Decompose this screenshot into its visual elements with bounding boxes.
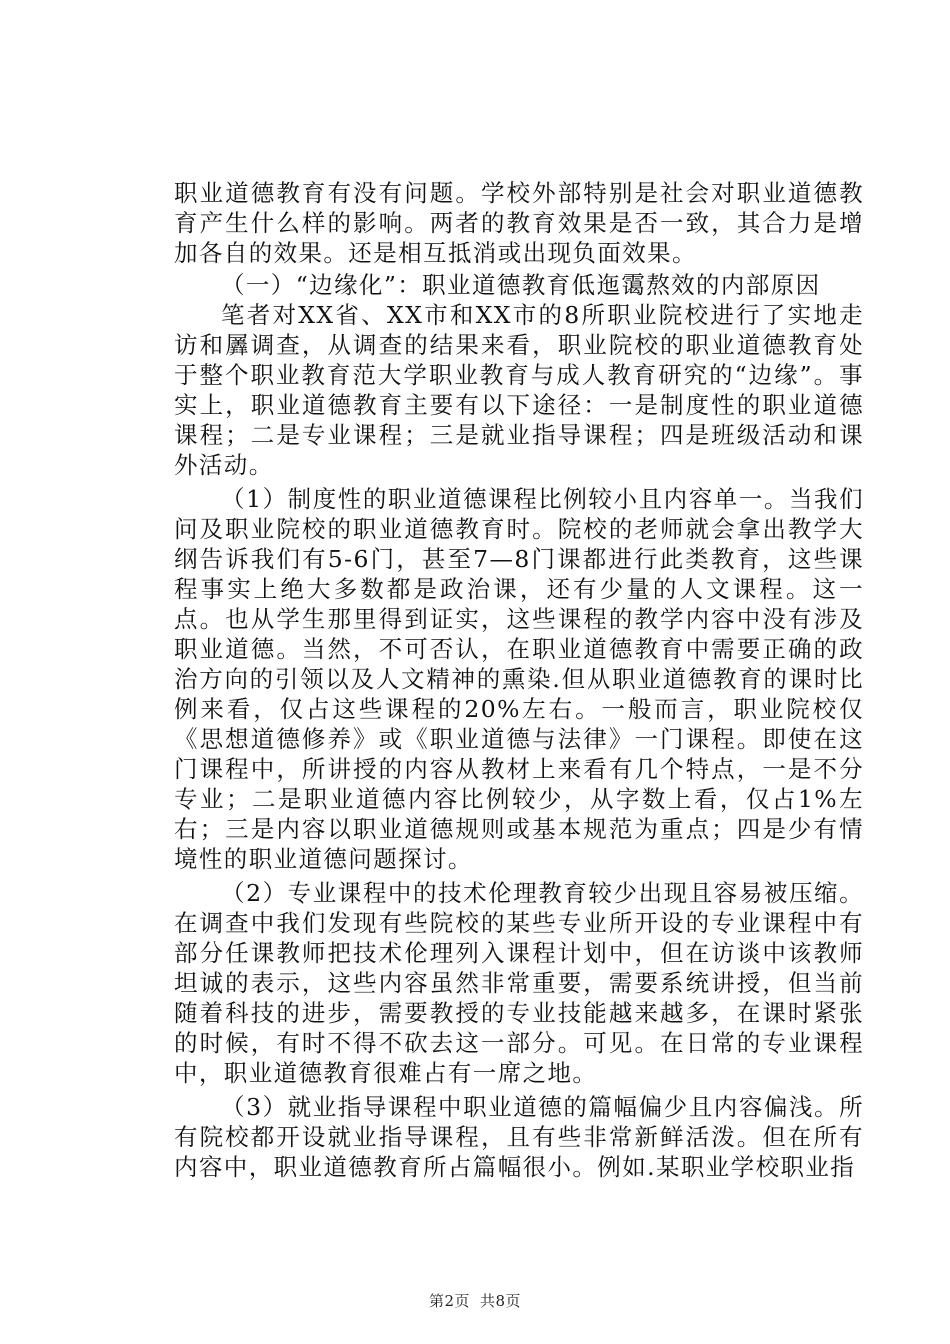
page-number: 第2页: [428, 1292, 470, 1310]
section-heading: （一）“边缘化”：职业道德教育低迤霭熬效的内部原因: [221, 271, 821, 299]
page-total: 共8页: [480, 1292, 522, 1310]
document-body: [174, 178, 864, 1182]
paragraph-3: （3）就业指导课程中职业道德的篇幅偏少且内容偏浅。所有院校都开设就业指导课程，且有些非常新鲜活泼。但在所有内容中，职业道德教育所占篇幅很小。例如.某职业学校职业指: [174, 1093, 864, 1181]
paragraph-2: （2）专业课程中的技术伦理教育较少出现且容易被压缩。在调查中我们发现有些院校的某些专业所开设的专业课程中有部分任课教师把技术伦理列入课程计划中，但在访谈中该教师坦诚的表示，这些内容虽然非常重要，需要系统讲授，但当前随着科技的进步，需要教授的专业技能越来越多，在课时紧张的时候，有时不得不砍去这一部分。可见。在日常的专业课程中，职业道德教育很难占有一席之地。: [174, 879, 864, 1087]
paragraph-intro: 笔者对XX省、XX市和XX市的8所职业院校进行了实地走访和羼调查，从调查的结果来看，职业院校的职业道德教育处于整个职业教育范大学职业教育与成人教育研究的“边缘”。事实上，职业道德教育主要有以下途径：一是制度性的职业道德课程；二是专业课程；三是就业指导课程；四是班级活动和课外活动。: [174, 301, 864, 479]
paragraph-1: （1）制度性的职业道德课程比例较小且内容单一。当我们问及职业院校的职业道德教育时。院校的老师就会拿出教学大纲告诉我们有5-6门，甚至7—8门课都进行此类教育，这些课程事实上绝大多数都是政治课，还有少量的人文课程。这一点。也从学生那里得到证实，这些课程的教学内容中没有涉及职业道德。当然，不可否认，在职业道德教育中需要正确的政治方向的引领以及人文精神的熏染.但从职业道德教育的课时比例来看，仅占这些课程的20%左右。一般而言，职业院校仅《思想道德修养》或《职业道德与法律》一门课程。即使在这门课程中，所讲授的内容从教材上来看有几个特点，一是不分专业；二是职业道德内容比例较少，从字数上看，仅占1%左右；三是内容以职业道德规则或基本规范为重点；四是少有情境性的职业道德问题探讨。: [174, 485, 864, 873]
page-footer: [0, 1290, 950, 1311]
continued-paragraph: 职业道德教育有没有问题。学校外部特别是社会对职业道德教育产生什么样的影响。两者的教育效果是否一致，其合力是增加各自的效果。还是相互抵消或出现负面效果。: [174, 179, 864, 267]
